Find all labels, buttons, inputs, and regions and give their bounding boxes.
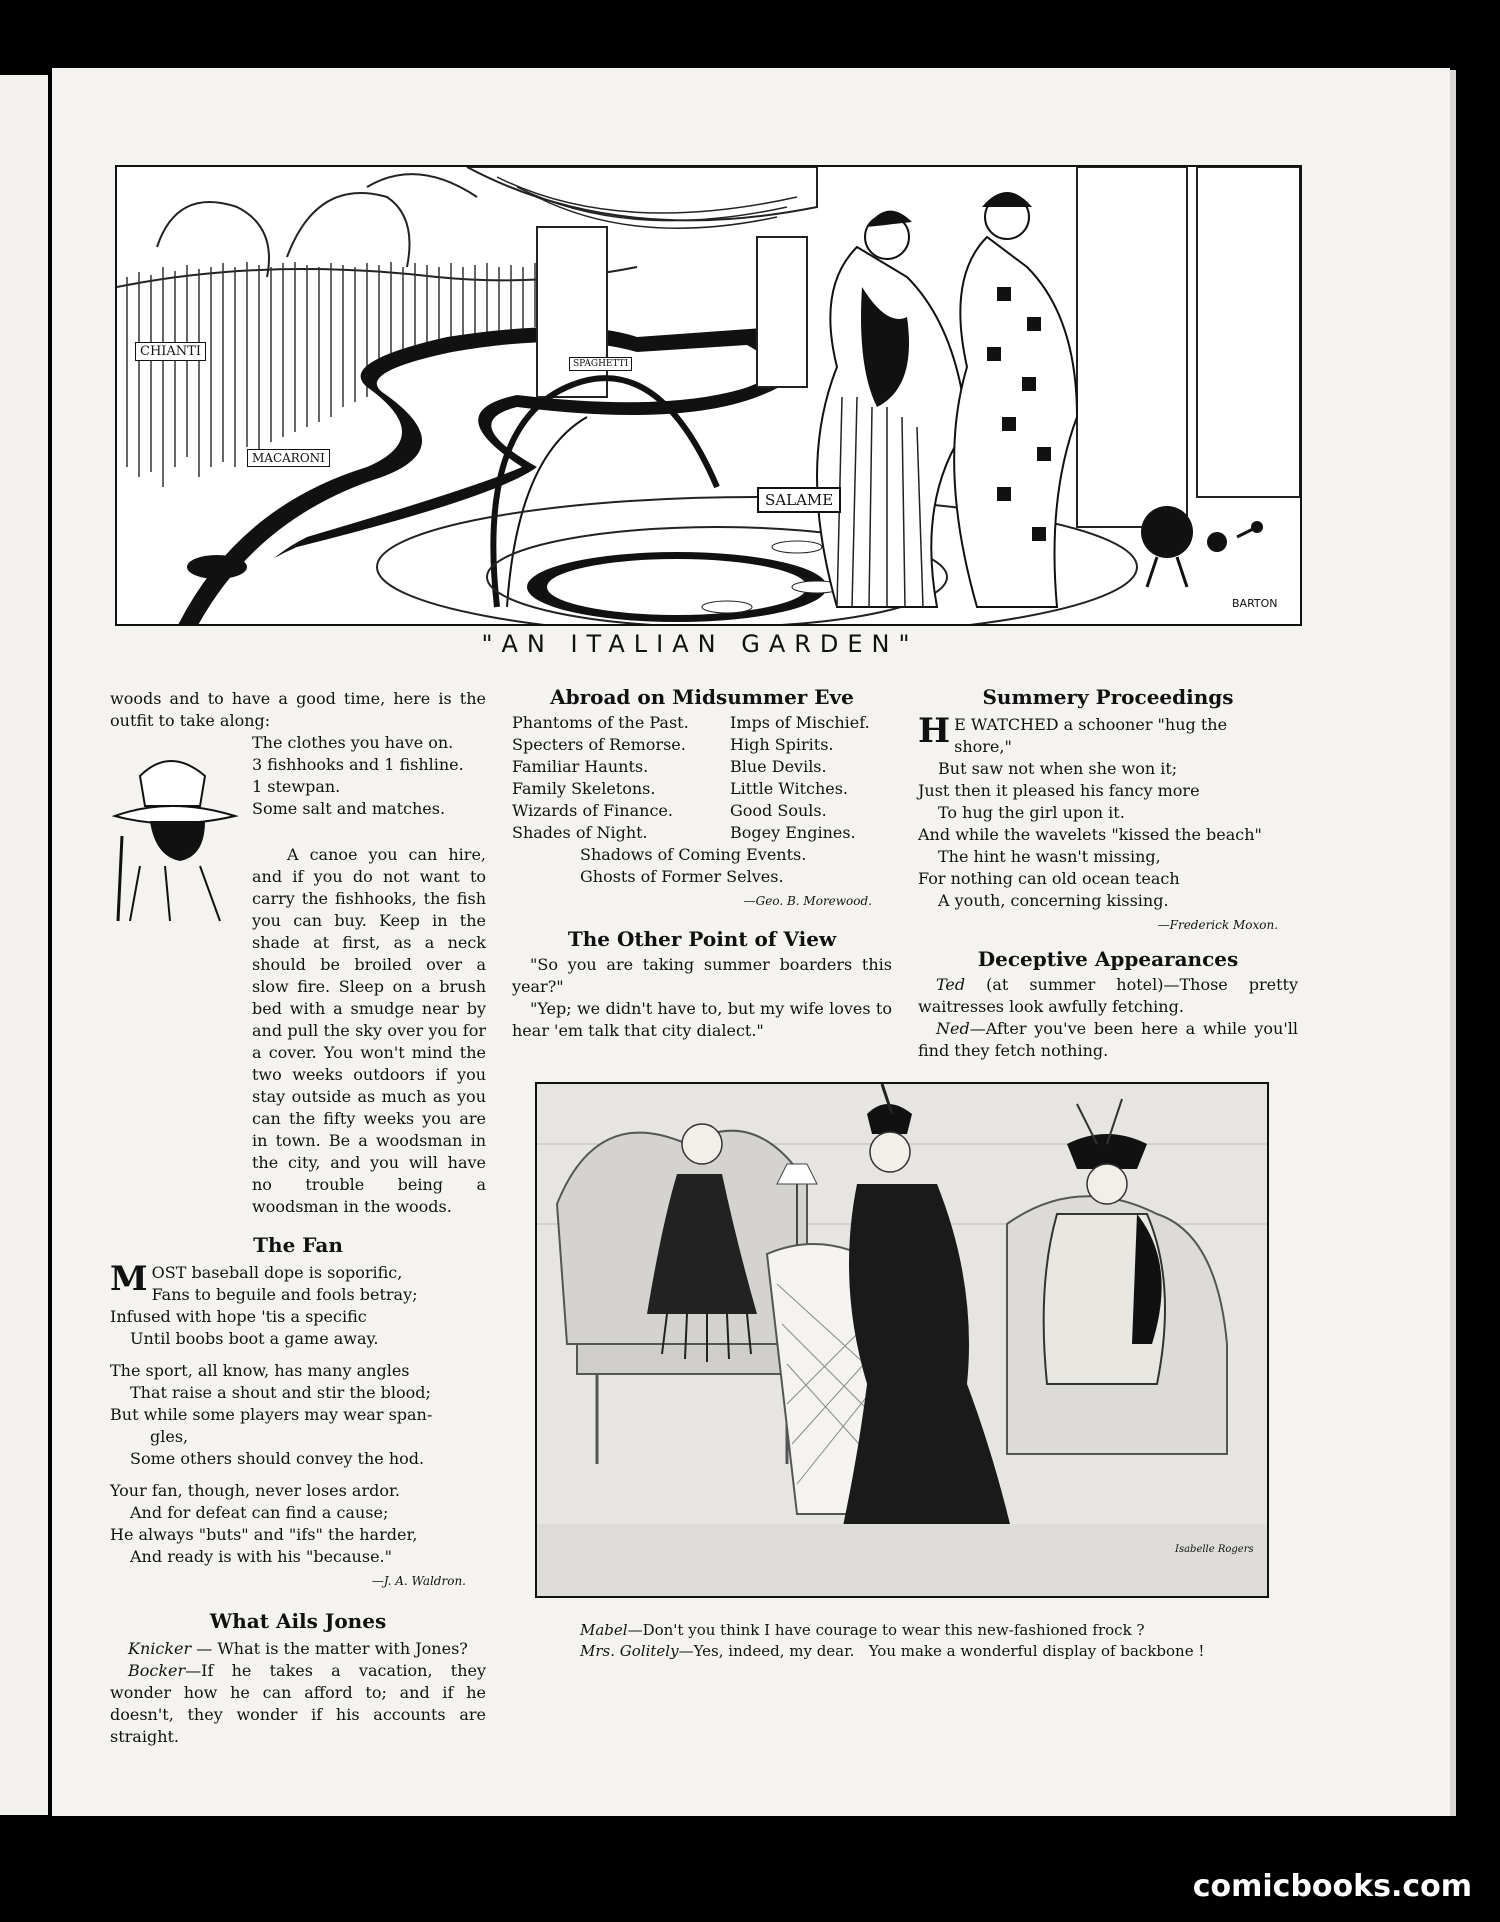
fan-dropcap: M bbox=[110, 1259, 148, 1299]
abroad-item: Phantoms of the Past. bbox=[512, 713, 689, 732]
outfit-item: The clothes you have on. bbox=[252, 733, 454, 752]
poem-line: OST baseball dope is soporific, bbox=[151, 1263, 403, 1282]
summery-byline: —Frederick Moxon. bbox=[1157, 918, 1278, 932]
artist-signature-barton: BARTON bbox=[1232, 597, 1278, 610]
jones-line-2: —If he takes a vacation, they wonder how he can afford to; and if he doesn't, they wonder if his accounts are straight. bbox=[110, 1661, 486, 1746]
italian-garden-drawing bbox=[117, 167, 1300, 624]
poem-line: E WATCHED a schooner "hug the bbox=[954, 715, 1228, 734]
poem-line: And ready is with his "because." bbox=[130, 1547, 392, 1566]
abroad-byline: —Geo. B. Morewood. bbox=[743, 894, 872, 908]
pov-para-2: "Yep; we didn't have to, but my wife loves to hear 'em talk that city dialect." bbox=[512, 999, 892, 1040]
abroad-item: Shades of Night. bbox=[512, 823, 648, 842]
caption-text-2: —Yes, indeed, my dear. You make a wonderful display of backbone ! bbox=[678, 1642, 1205, 1660]
illustration-caption-italian-garden: "AN ITALIAN GARDEN" bbox=[481, 630, 919, 658]
poem-line: The sport, all know, has many angles bbox=[110, 1361, 410, 1380]
abroad-item: Specters of Remorse. bbox=[512, 735, 686, 754]
poem-line: Just then it pleased his fancy more bbox=[918, 781, 1200, 800]
abroad-item: Familiar Haunts. bbox=[512, 757, 649, 776]
poem-line: Some others should convey the hod. bbox=[130, 1449, 425, 1468]
poem-line: Until boobs boot a game away. bbox=[130, 1329, 379, 1348]
column-left bbox=[110, 688, 486, 1748]
abroad-item: Bogey Engines. bbox=[730, 823, 856, 842]
abroad-title: Abroad on Midsummer Eve bbox=[550, 685, 854, 709]
italian-garden-illustration bbox=[115, 165, 1302, 626]
poem-line: And while the wavelets "kissed the beach" bbox=[918, 825, 1262, 844]
speaker-ted: Ted bbox=[936, 975, 966, 994]
pov-title: The Other Point of View bbox=[567, 927, 837, 951]
poem-line: gles, bbox=[150, 1427, 189, 1446]
column-middle bbox=[512, 686, 892, 1042]
sign-chianti: CHIANTI bbox=[135, 342, 206, 361]
woods-paragraph: A canoe you can hire, and if you do not want to carry the fishhooks, the fish you can buy. Keep in the shade at first, as a neck should be broiled over a slow fire. Sleep on a brush bed with a smudge near by and pull the sky over you for a cover. You won't mind the two weeks outdoors if you stay outside as much as you can the fifty weeks you are in town. Be a woodsman in the city, and you will have no trouble being a woodsman in the woods. bbox=[252, 845, 486, 1216]
deceptive-para-2 bbox=[918, 1018, 1298, 1062]
poem-line: But saw not when she won it; bbox=[938, 759, 1178, 778]
pov-para-1: "So you are taking summer boarders this year?" bbox=[512, 955, 892, 996]
poem-line: The hint he wasn't missing, bbox=[938, 847, 1161, 866]
outfit-list bbox=[252, 732, 464, 820]
jones-para-2 bbox=[110, 1660, 486, 1748]
speaker-mabel: Mabel bbox=[580, 1621, 628, 1639]
deceptive-line-2: —After you've been here a while you'll find they fetch nothing. bbox=[918, 1019, 1298, 1060]
poem-line: For nothing can old ocean teach bbox=[918, 869, 1180, 888]
abroad-item: Blue Devils. bbox=[730, 757, 827, 776]
poem-line: He always "buts" and "ifs" the harder, bbox=[110, 1525, 418, 1544]
artist-signature-rogers: Isabelle Rogers bbox=[1175, 1544, 1254, 1555]
poem-line: That raise a shout and stir the blood; bbox=[130, 1383, 431, 1402]
deceptive-para-1 bbox=[918, 974, 1298, 1018]
outfit-item: 3 fishhooks and 1 fishline. bbox=[252, 755, 464, 774]
poem-line: And for defeat can find a cause; bbox=[130, 1503, 389, 1522]
column-right bbox=[918, 686, 1298, 1062]
parlor-drawing bbox=[537, 1084, 1267, 1596]
abroad-list bbox=[512, 712, 892, 844]
abroad-item: Family Skeletons. bbox=[512, 779, 656, 798]
adjacent-page-edge bbox=[0, 75, 48, 1815]
speaker-ned: Ned bbox=[936, 1019, 970, 1038]
poem-line: To hug the girl upon it. bbox=[938, 803, 1125, 822]
abroad-item: High Spirits. bbox=[730, 735, 834, 754]
summery-dropcap: H bbox=[918, 711, 951, 751]
sign-salame: SALAME bbox=[757, 487, 841, 513]
poem-line: Your fan, though, never loses ardor. bbox=[110, 1481, 400, 1500]
poem-line: A youth, concerning kissing. bbox=[938, 891, 1169, 910]
site-watermark: comicbooks.com bbox=[1192, 1869, 1472, 1904]
abroad-item: Good Souls. bbox=[730, 801, 827, 820]
sign-spaghetti: SPAGHETTI bbox=[569, 357, 632, 371]
sign-macaroni: MACARONI bbox=[247, 449, 330, 467]
abroad-item: Shadows of Coming Events. bbox=[580, 845, 807, 864]
jones-para-1 bbox=[110, 1638, 486, 1660]
speaker-bocker: Bocker bbox=[128, 1661, 186, 1680]
abroad-item: Little Witches. bbox=[730, 779, 849, 798]
caption-line-2 bbox=[580, 1641, 1204, 1662]
jones-line-1: — What is the matter with Jones? bbox=[191, 1639, 468, 1658]
abroad-item: Imps of Mischief. bbox=[730, 713, 870, 732]
summery-title: Summery Proceedings bbox=[982, 685, 1234, 709]
summery-poem bbox=[918, 711, 1298, 936]
abroad-item: Ghosts of Former Selves. bbox=[580, 867, 784, 886]
fan-poem bbox=[110, 1259, 486, 1592]
outfit-item: Some salt and matches. bbox=[252, 799, 446, 818]
fan-byline: —J. A. Waldron. bbox=[371, 1574, 466, 1588]
caption-text-1: —Don't you think I have courage to wear this new-fashioned frock ? bbox=[627, 1621, 1145, 1639]
caption-line-1 bbox=[580, 1620, 1204, 1641]
woods-intro: woods and to have a good time, here is the outfit to take along: bbox=[110, 689, 486, 730]
poem-line: Fans to beguile and fools betray; bbox=[151, 1285, 418, 1304]
parlor-caption bbox=[580, 1620, 1204, 1662]
poem-line: shore," bbox=[954, 737, 1012, 756]
deceptive-line-1: (at summer hotel)—Those pretty waitresses look awfully fetching. bbox=[918, 975, 1298, 1016]
speaker-knicker: Knicker bbox=[128, 1639, 192, 1658]
page-edge-shadow bbox=[1450, 70, 1456, 1816]
speaker-mrs-golitely: Mrs. Golitely bbox=[580, 1642, 679, 1660]
poem-line: But while some players may wear span- bbox=[110, 1405, 433, 1424]
jones-title: What Ails Jones bbox=[209, 1609, 387, 1633]
deceptive-title: Deceptive Appearances bbox=[977, 947, 1239, 971]
abroad-item: Wizards of Finance. bbox=[512, 801, 673, 820]
outfit-item: 1 stewpan. bbox=[252, 777, 341, 796]
fan-title: The Fan bbox=[253, 1233, 343, 1257]
parlor-illustration bbox=[535, 1082, 1269, 1598]
poem-line: Infused with hope 'tis a specific bbox=[110, 1307, 367, 1326]
